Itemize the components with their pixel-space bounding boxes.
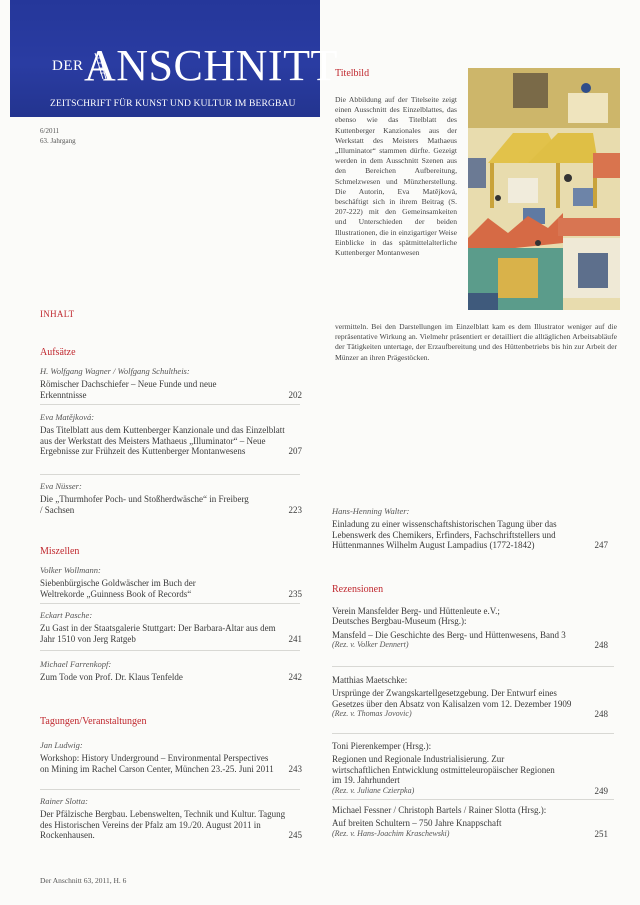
entry-title: Mansfeld – Die Geschichte des Berg- und Hüttenwesens, Band 3 (332, 629, 566, 640)
logo-prefix: DER (52, 58, 84, 74)
entry-title: Regionen und Regionale Industrialisierung. Zur wirtschaftlichen Entwicklung ostmitteleuropäischer Regionen im 19. Jahrhundert (332, 754, 555, 786)
entry-author: Toni Pierenkemper (Hrsg.): (332, 741, 432, 751)
entry-reviewer: (Rez. v. Juliane Czierpka) (332, 785, 415, 795)
toc-entry[interactable] (40, 740, 302, 774)
entry-page: 245 (288, 830, 302, 841)
entry-author: H. Wolfgang Wagner / Wolfgang Schultheis: (40, 366, 190, 376)
toc-entry[interactable] (40, 610, 302, 644)
entry-page: 242 (288, 672, 302, 683)
entry-page: 241 (288, 633, 302, 644)
entry-author: Eckart Pasche: (40, 610, 93, 620)
toc-entry[interactable] (332, 606, 608, 651)
entry-title: Siebenbürgische Goldwäscher im Buch der Weltrekorde „Guinness Book of Records“ (40, 578, 196, 599)
toc-entry[interactable] (40, 412, 302, 457)
logo-title: ANSCHNITT (84, 41, 338, 90)
entry-author: Jan Ludwig: (40, 740, 83, 750)
section-heading-rezensionen: Rezensionen (332, 584, 384, 595)
titelbild-text-continued: vermitteln. Bei den Darstellungen im Einzelblatt kam es dem Illustrator weniger auf die repräsentative Wirkung an. Vielmehr präsentiert er detailliert die alltäglichen Arbeitsabläufe der Tätigkeiten untertage, der Erzaufbereitung und des Hüttenbetriebs bis hin zur Arbeit der Münzer an ihren Prägestöcken. (335, 322, 617, 362)
entry-page: 251 (594, 828, 608, 839)
entry-page: 207 (288, 446, 302, 457)
entry-title: Die „Thurmhofer Poch- und Stoßherdwäsche“ in Freiberg / Sachsen (40, 494, 249, 515)
entry-title: Zu Gast in der Staatsgalerie Stuttgart: Der Barbara-Altar aus dem Jahr 1510 von Jerg Ratgeb (40, 623, 276, 644)
entry-title: Zum Tode von Prof. Dr. Klaus Tenfelde (40, 672, 183, 683)
entry-title: Der Pfälzische Bergbau. Lebenswelten, Technik und Kultur. Tagung des Historischen Vereins der Pfalz am 19./20. August 2011 in Rockenhausen. (40, 809, 286, 841)
toc-entry[interactable] (40, 481, 302, 515)
toc-entry[interactable] (40, 796, 302, 841)
entry-author: Michael Fessner / Christoph Bartels / Rainer Slotta (Hrsg.): (332, 805, 547, 815)
tagline: ZEITSCHRIFT FÜR KUNST UND KULTUR IM BERGBAU (50, 98, 296, 109)
masthead-banner (10, 0, 338, 117)
divider (40, 404, 300, 405)
footer-citation: Der Anschnitt 63, 2011, H. 6 (40, 876, 127, 885)
entry-title: Workshop: History Underground – Environmental Perspectives on Mining im Rachel Carson Center, München 23.-25. Juni 2011 (40, 753, 274, 774)
toc-entry[interactable] (40, 659, 302, 683)
entry-author: Rainer Slotta: (40, 796, 88, 806)
entry-title: Auf breiten Schultern – 750 Jahre Knappschaft (332, 818, 502, 829)
entry-author: Volker Wollmann: (40, 565, 101, 575)
entry-page: 249 (594, 785, 608, 796)
entry-reviewer: (Rez. v. Thomas Jovovic) (332, 709, 412, 719)
toc-entry[interactable] (40, 366, 302, 400)
divider (40, 789, 300, 790)
entry-reviewer: (Rez. v. Hans-Joachim Kraschewski) (332, 828, 450, 838)
entry-author: Eva Nüsser: (40, 481, 82, 491)
entry-page: 243 (288, 763, 302, 774)
section-heading-aufsaetze: Aufsätze (40, 347, 76, 358)
entry-page: 223 (288, 504, 302, 515)
entry-author: Verein Mansfelder Berg- und Hüttenleute e.V.; Deutsches Bergbau-Museum (Hrsg.): (332, 606, 500, 627)
toc-entry[interactable] (332, 805, 608, 839)
titelbild-text: Die Abbildung auf der Titelseite zeigt einen Ausschnitt des Einzelblattes, das ebenso wie das Titelblatt des Kuttenberger Kanzionales aus der Werkstatt des Meisters Mathaeus „Illuminator“ stammen dürfte. Gezeigt werden in dem Ausschnitt Szenen aus den Bereichen Aufbereitung, Schmelzwesen und Münzherstellung. Die Autorin, Eva Matějková, beschäftigt sich in ihrem Beitrag (S. 207-222) mit den Gemeinsamkeiten und Unterschieden der beiden Illustrationen, die in einzigartiger Weise Einblicke in das spätmittelalterliche Kuttenberger Montanwesen (335, 95, 457, 258)
issue-info (40, 126, 76, 146)
toc-entry[interactable] (332, 506, 608, 551)
titelbild-heading: Titelbild (335, 68, 370, 79)
section-heading-tagungen: Tagungen/Veranstaltungen (40, 716, 147, 727)
medieval-painting-image (468, 68, 620, 310)
cover-illustration (468, 68, 620, 310)
entry-title: Einladung zu einer wissenschaftshistorischen Tagung über das Lebenswerk des Chemikers, Erfinders, Fachschriftstellers und Hüttenmannes Wilhelm August Lampadius (1772-1842) (332, 519, 557, 551)
entry-author: Matthias Maetschke: (332, 675, 408, 685)
section-heading-miszellen: Miszellen (40, 546, 80, 557)
volume: 63. Jahrgang (40, 137, 76, 145)
divider (40, 603, 300, 604)
entry-page: 247 (594, 540, 608, 551)
entry-title: Römischer Dachschiefer – Neue Funde und neue Erkenntnisse (40, 379, 217, 400)
toc-entry[interactable] (40, 565, 302, 599)
toc-entry[interactable] (332, 675, 608, 720)
toc-heading: INHALT (40, 309, 75, 319)
issue-number: 6/2011 (40, 127, 60, 135)
entry-author: Michael Farrenkopf: (40, 659, 112, 669)
entry-page: 248 (594, 640, 608, 651)
divider (332, 733, 614, 734)
toc-entry[interactable] (332, 741, 608, 796)
entry-title: Das Titelblatt aus dem Kuttenberger Kanzionale und das Einzelblatt aus der Werkstatt des Meisters Mathaeus „Illuminator“ – Neue Ergebnisse zur Frühzeit des Kuttenberger Montanwesens (40, 425, 285, 457)
divider (332, 666, 614, 667)
entry-page: 235 (288, 588, 302, 599)
divider (332, 799, 614, 800)
entry-page: 248 (594, 709, 608, 720)
entry-reviewer: (Rez. v. Volker Dennert) (332, 640, 409, 650)
entry-author: Hans-Henning Walter: (332, 506, 410, 516)
divider (40, 650, 300, 651)
entry-page: 202 (288, 389, 302, 400)
entry-author: Eva Matějková: (40, 412, 95, 422)
entry-title: Ursprünge der Zwangskartellgesetzgebung. Der Entwurf eines Gesetzes über den Absatz von Kalisalzen vom 12. Dezember 1909 (332, 688, 572, 709)
divider (40, 474, 300, 475)
